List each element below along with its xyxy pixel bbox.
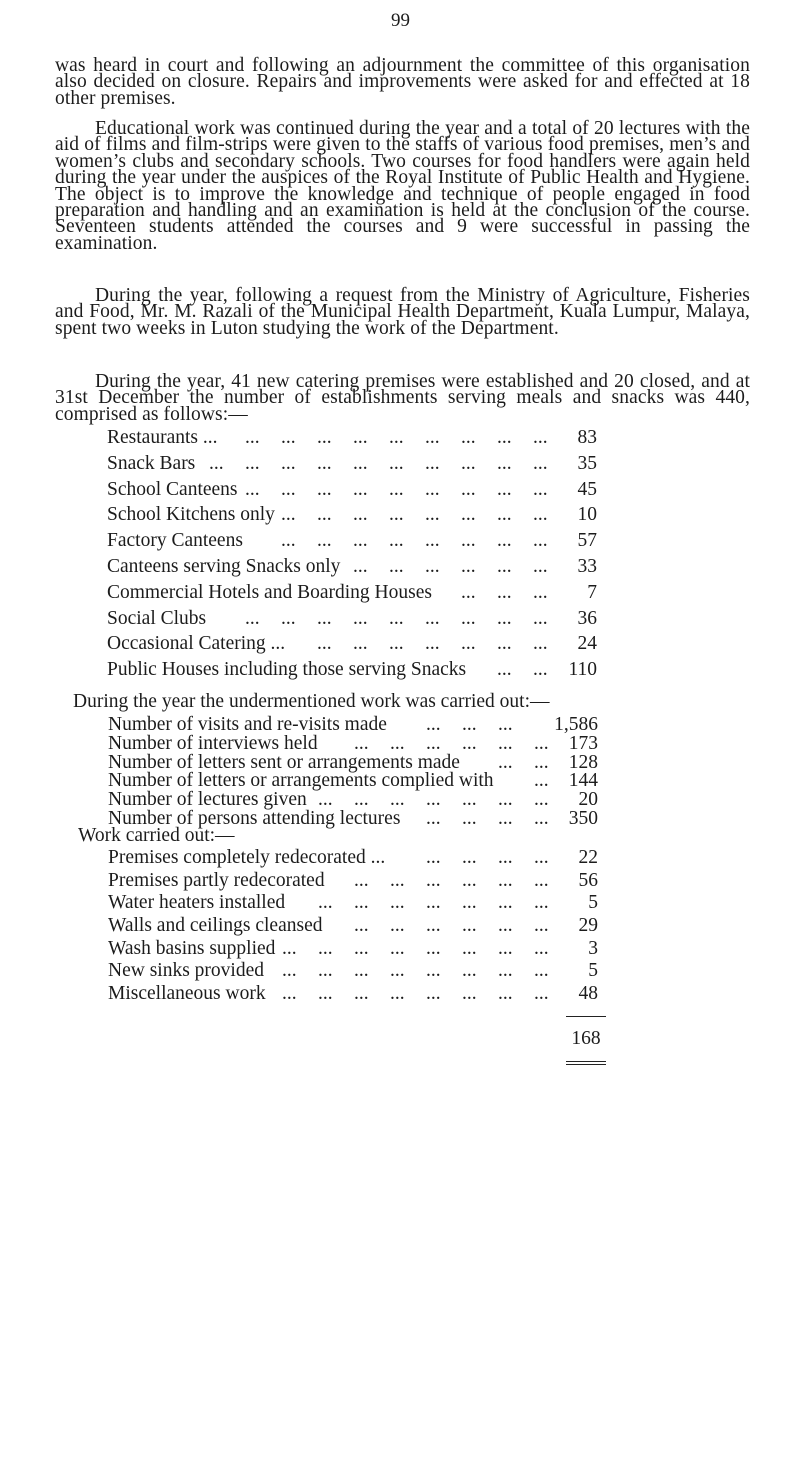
leader-dot: ...	[534, 937, 549, 959]
leader-dot: ...	[426, 937, 441, 959]
leader-dot: ...	[461, 478, 476, 500]
leader-dot: ...	[534, 789, 549, 811]
leader-dot: ...	[354, 869, 369, 891]
leader-dot: ...	[534, 751, 549, 773]
paragraph-catering-premises	[55, 371, 750, 425]
leader-dot: ...	[354, 915, 369, 937]
work-table	[108, 715, 598, 828]
total-double-rule-1	[566, 1061, 606, 1062]
row-value: 144	[568, 770, 598, 792]
carried-heading: Work carried out:—	[78, 825, 235, 846]
leader-dot: ...	[353, 504, 368, 526]
row-value: 7	[587, 581, 597, 603]
leader-dot: ...	[462, 789, 477, 811]
leader-dot: ...	[354, 732, 369, 754]
row-value: 5	[588, 892, 598, 914]
paragraph-educational-work	[55, 118, 750, 254]
leader-dot: ...	[245, 452, 260, 474]
leader-dot: ...	[353, 427, 368, 448]
leader-dot: ...	[281, 504, 296, 526]
leader-dot: ...	[498, 847, 513, 868]
row-label: Restaurants ...	[107, 427, 218, 448]
leader-dot: ...	[353, 633, 368, 655]
leader-dot: ...	[390, 869, 405, 891]
row-value: 20	[578, 789, 598, 811]
row-label: Water heaters installed	[108, 892, 286, 914]
total-double-rule-2	[566, 1064, 606, 1065]
leader-dot: ...	[498, 869, 513, 891]
leader-dot: ...	[390, 937, 405, 959]
leader-dot: ...	[390, 789, 405, 811]
leader-dot: ...	[245, 427, 260, 448]
row-label: Wash basins supplied	[108, 937, 276, 959]
leader-dot: ...	[317, 452, 332, 474]
leader-dot: ...	[245, 478, 260, 500]
leader-dot: ...	[281, 530, 296, 552]
row-value: 128	[568, 751, 598, 773]
leader-dot: ...	[461, 504, 476, 526]
row-value: 10	[577, 504, 597, 526]
leader-dot: ...	[354, 983, 369, 1005]
leader-dot: ...	[317, 504, 332, 526]
leader-dot: ...	[425, 452, 440, 474]
leader-dot: ...	[462, 847, 477, 868]
leader-dot: ...	[354, 892, 369, 914]
leader-dot: ...	[354, 789, 369, 811]
leader-dot: ...	[534, 847, 549, 868]
leader-dot: ...	[533, 581, 548, 603]
leader-dot: ...	[497, 478, 512, 500]
leader-dot: ...	[318, 892, 333, 914]
leader-dot: ...	[498, 915, 513, 937]
leader-dot: ...	[498, 751, 513, 773]
leader-dot: ...	[282, 937, 297, 959]
leader-dot: ...	[533, 530, 548, 552]
paragraph-visitor	[55, 285, 750, 339]
paragraph-text: During the year, following a request from the Ministry of Agriculture, Fisheries and Food, Mr. M. Razali of the Municipal Health Department, Kuala Lumpur, Malaya, spent two weeks in Luton studying the work of the Department.	[55, 285, 750, 339]
carried-table	[108, 848, 598, 1007]
row-value: 48	[578, 983, 598, 1005]
leader-dot: ...	[534, 807, 549, 829]
row-label: Number of interviews held	[108, 732, 318, 754]
row-label: Factory Canteens	[107, 530, 243, 552]
leader-dot: ...	[533, 427, 548, 448]
paragraph-text: was heard in court and following an adjournment the committee of this organisation also decided on closure. Repairs and improvements were asked for and effected at 18 other premises.	[55, 55, 750, 109]
table-row	[107, 583, 597, 609]
leader-dot: ...	[389, 633, 404, 655]
leader-dot: ...	[497, 504, 512, 526]
row-value: 173	[568, 732, 598, 754]
leader-dot: ...	[389, 530, 404, 552]
leader-dot: ...	[497, 607, 512, 629]
establishments-table	[107, 428, 597, 686]
row-value: 350	[568, 807, 598, 829]
row-value: 36	[577, 607, 597, 629]
leader-dot: ...	[317, 478, 332, 500]
table-row	[107, 454, 597, 480]
row-label: Number of letters sent or arrangements made	[108, 751, 460, 773]
leader-dot: ...	[245, 607, 260, 629]
row-label: Miscellaneous work	[108, 983, 266, 1005]
leader-dot: ...	[461, 581, 476, 603]
leader-dot: ...	[353, 530, 368, 552]
table-row	[108, 734, 598, 753]
leader-dot: ...	[497, 633, 512, 655]
leader-dot: ...	[281, 427, 296, 448]
leader-dot: ...	[353, 452, 368, 474]
table-row	[108, 771, 598, 790]
leader-dot: ...	[426, 869, 441, 891]
row-label: Number of persons attending lectures	[108, 807, 401, 829]
leader-dot: ...	[425, 504, 440, 526]
row-label: Number of lectures given	[108, 789, 307, 811]
leader-dot: ...	[462, 983, 477, 1005]
leader-dot: ...	[498, 983, 513, 1005]
leader-dot: ...	[353, 607, 368, 629]
leader-dot: ...	[497, 427, 512, 448]
leader-dot: ...	[390, 892, 405, 914]
leader-dot: ...	[426, 960, 441, 982]
leader-dot: ...	[462, 937, 477, 959]
leader-dot: ...	[209, 452, 224, 474]
leader-dot: ...	[462, 807, 477, 829]
leader-dot: ...	[498, 732, 513, 754]
row-label: Number of letters or arrangements complied with	[108, 770, 494, 792]
table-row	[108, 893, 598, 916]
leader-dot: ...	[425, 427, 440, 448]
leader-dot: ...	[533, 633, 548, 655]
table-row	[108, 715, 598, 734]
row-label: Premises partly redecorated	[108, 869, 325, 891]
row-value: 45	[577, 478, 597, 500]
row-value: 110	[568, 659, 597, 681]
leader-dot: ...	[497, 452, 512, 474]
row-label: School Canteens	[107, 478, 238, 500]
total-value: 168	[571, 1028, 601, 1049]
leader-dot: ...	[533, 478, 548, 500]
leader-dot: ...	[498, 714, 513, 735]
paragraph-closure-repairs	[55, 55, 750, 109]
row-label: Social Clubs	[107, 607, 207, 629]
leader-dot: ...	[462, 960, 477, 982]
total-rule	[566, 1016, 606, 1017]
table-row	[108, 753, 598, 772]
leader-dot: ...	[462, 915, 477, 937]
leader-dot: ...	[533, 452, 548, 474]
leader-dot: ...	[534, 770, 549, 792]
row-value: 1,586	[554, 714, 598, 735]
row-value: 56	[578, 869, 598, 891]
leader-dot: ...	[426, 847, 441, 868]
leader-dot: ...	[390, 915, 405, 937]
leader-dot: ...	[426, 714, 441, 735]
leader-dot: ...	[462, 869, 477, 891]
table-row	[108, 984, 598, 1007]
table-row	[107, 660, 597, 686]
row-label: Occasional Catering ...	[107, 633, 286, 655]
leader-dot: ...	[354, 937, 369, 959]
leader-dot: ...	[318, 937, 333, 959]
row-value: 83	[577, 427, 597, 448]
leader-dot: ...	[461, 633, 476, 655]
page-number: 99	[391, 10, 410, 31]
leader-dot: ...	[389, 478, 404, 500]
leader-dot: ...	[461, 530, 476, 552]
row-label: New sinks provided	[108, 960, 264, 982]
table-row	[108, 961, 598, 984]
row-label: Premises completely redecorated ...	[108, 847, 386, 868]
row-label: School Kitchens only	[107, 504, 275, 526]
row-label: Snack Bars	[107, 452, 196, 474]
leader-dot: ...	[425, 633, 440, 655]
leader-dot: ...	[425, 530, 440, 552]
leader-dot: ...	[498, 937, 513, 959]
table-row	[107, 609, 597, 635]
leader-dot: ...	[497, 581, 512, 603]
leader-dot: ...	[498, 960, 513, 982]
row-label: Canteens serving Snacks only	[107, 555, 341, 577]
leader-dot: ...	[281, 478, 296, 500]
leader-dot: ...	[426, 892, 441, 914]
leader-dot: ...	[389, 555, 404, 577]
leader-dot: ...	[281, 607, 296, 629]
leader-dot: ...	[318, 960, 333, 982]
row-label: Number of visits and re-visits made	[108, 714, 387, 735]
leader-dot: ...	[390, 960, 405, 982]
leader-dot: ...	[426, 915, 441, 937]
leader-dot: ...	[533, 659, 548, 681]
table-row	[107, 531, 597, 557]
table-row	[107, 634, 597, 660]
leader-dot: ...	[497, 555, 512, 577]
row-value: 33	[577, 555, 597, 577]
leader-dot: ...	[533, 607, 548, 629]
row-label: Walls and ceilings cleansed	[108, 915, 323, 937]
leader-dot: ...	[390, 732, 405, 754]
leader-dot: ...	[462, 732, 477, 754]
leader-dot: ...	[390, 983, 405, 1005]
row-value: 22	[578, 847, 598, 868]
row-value: 29	[578, 915, 598, 937]
table-row	[107, 557, 597, 583]
leader-dot: ...	[318, 983, 333, 1005]
leader-dot: ...	[498, 789, 513, 811]
row-value: 57	[577, 530, 597, 552]
row-value: 3	[588, 937, 598, 959]
paragraph-text: During the year, 41 new catering premises were established and 20 closed, and at 31st December the number of establishments serving meals and snacks was 440, comprised as follows:—	[55, 371, 750, 425]
paragraph-text: Educational work was continued during the year and a total of 20 lectures with the aid of films and film-strips were given to the staffs of various food premises, men’s and women’s clubs and secondary schools. Two courses for food handlers were again held during the year under the auspices of the Royal Institute of Public Health and Hygiene. The object is to improve the knowledge and technique of people engaged in food preparation and handling and an examination is held at the conclusion of the course. Seventeen students attended the courses and 9 were successful in passing the examination.	[55, 118, 750, 254]
leader-dot: ...	[461, 555, 476, 577]
leader-dot: ...	[354, 960, 369, 982]
leader-dot: ...	[497, 530, 512, 552]
row-value: 5	[588, 960, 598, 982]
leader-dot: ...	[426, 983, 441, 1005]
leader-dot: ...	[389, 504, 404, 526]
leader-dot: ...	[389, 452, 404, 474]
row-label: Public Houses including those serving Snacks	[107, 659, 467, 681]
leader-dot: ...	[389, 427, 404, 448]
leader-dot: ...	[462, 714, 477, 735]
table-row	[108, 790, 598, 809]
table-row	[108, 939, 598, 962]
row-value: 35	[577, 452, 597, 474]
table-row	[108, 848, 598, 871]
table-row	[107, 480, 597, 506]
leader-dot: ...	[533, 504, 548, 526]
leader-dot: ...	[425, 607, 440, 629]
leader-dot: ...	[498, 807, 513, 829]
leader-dot: ...	[426, 789, 441, 811]
row-value: 24	[577, 633, 597, 655]
leader-dot: ...	[462, 892, 477, 914]
leader-dot: ...	[317, 427, 332, 448]
work-heading: During the year the undermentioned work was carried out:—	[73, 691, 550, 712]
leader-dot: ...	[534, 732, 549, 754]
leader-dot: ...	[317, 633, 332, 655]
leader-dot: ...	[534, 869, 549, 891]
table-row	[107, 505, 597, 531]
leader-dot: ...	[353, 478, 368, 500]
leader-dot: ...	[318, 789, 333, 811]
leader-dot: ...	[461, 427, 476, 448]
leader-dot: ...	[461, 452, 476, 474]
leader-dot: ...	[425, 478, 440, 500]
leader-dot: ...	[317, 607, 332, 629]
leader-dot: ...	[425, 555, 440, 577]
leader-dot: ...	[498, 892, 513, 914]
leader-dot: ...	[426, 807, 441, 829]
leader-dot: ...	[534, 983, 549, 1005]
leader-dot: ...	[534, 892, 549, 914]
leader-dot: ...	[353, 555, 368, 577]
leader-dot: ...	[534, 915, 549, 937]
leader-dot: ...	[317, 530, 332, 552]
leader-dot: ...	[534, 960, 549, 982]
row-label: Commercial Hotels and Boarding Houses	[107, 581, 432, 603]
leader-dot: ...	[282, 983, 297, 1005]
leader-dot: ...	[281, 452, 296, 474]
table-row	[108, 916, 598, 939]
leader-dot: ...	[389, 607, 404, 629]
leader-dot: ...	[461, 607, 476, 629]
table-row	[108, 871, 598, 894]
table-row	[107, 428, 597, 454]
leader-dot: ...	[533, 555, 548, 577]
leader-dot: ...	[426, 732, 441, 754]
leader-dot: ...	[282, 960, 297, 982]
leader-dot: ...	[497, 659, 512, 681]
